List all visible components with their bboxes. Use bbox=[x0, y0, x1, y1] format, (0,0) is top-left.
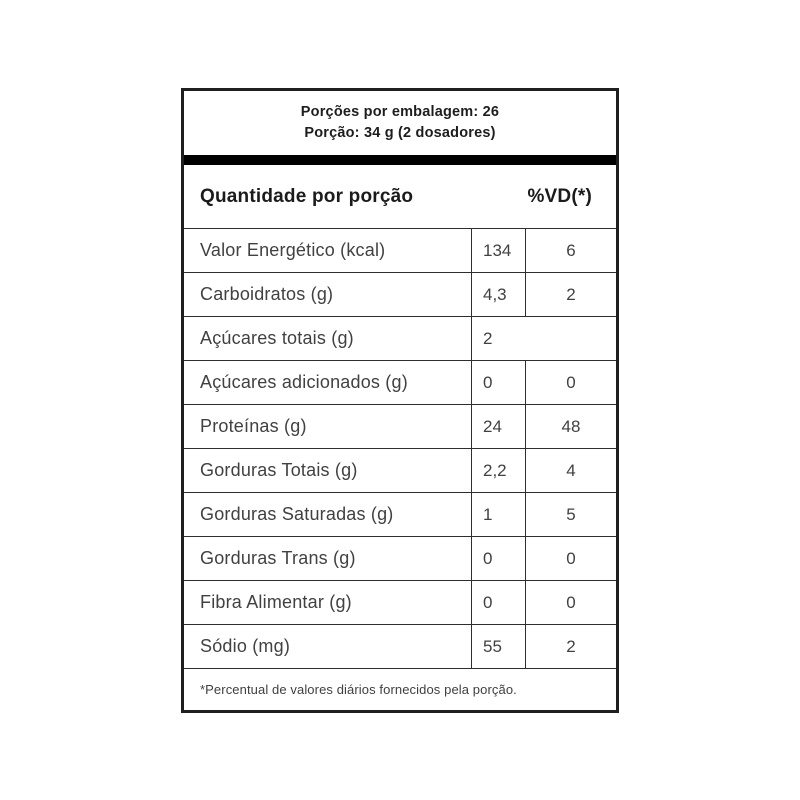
table-row-sodio bbox=[184, 624, 616, 668]
nutrient-dv bbox=[525, 317, 616, 360]
nutrient-value: 4,3 bbox=[471, 273, 525, 316]
table-row-valor-energetico bbox=[184, 228, 616, 272]
nutrient-value: 24 bbox=[471, 405, 525, 448]
portion-size-line: Porção: 34 g (2 dosadores) bbox=[304, 125, 496, 141]
nutrient-value: 0 bbox=[471, 581, 525, 624]
nutrient-value: 2 bbox=[471, 317, 525, 360]
package-info bbox=[184, 91, 616, 155]
nutrient-label: Açúcares adicionados (g) bbox=[200, 372, 408, 392]
table-row-gorduras-saturadas bbox=[184, 492, 616, 536]
nutrient-dv: 2 bbox=[525, 625, 616, 668]
nutrient-dv: 48 bbox=[525, 405, 616, 448]
servings-per-package-line: Porções por embalagem: 26 bbox=[300, 104, 500, 120]
nutrient-value: 55 bbox=[471, 625, 525, 668]
nutrient-value: 2,2 bbox=[471, 449, 525, 492]
table-row-acucares-adicionados bbox=[184, 360, 616, 404]
table-row-gorduras-trans bbox=[184, 536, 616, 580]
daily-value-header: %VD(*) bbox=[527, 185, 592, 207]
nutrient-label: Sódio (mg) bbox=[200, 636, 291, 656]
daily-value-footnote: *Percentual de valores diários fornecidos pela porção. bbox=[184, 668, 616, 710]
nutrient-dv: 0 bbox=[525, 361, 616, 404]
nutrient-label: Açúcares totais (g) bbox=[200, 328, 354, 348]
nutrient-label: Proteínas (g) bbox=[200, 416, 307, 436]
nutrient-dv: 0 bbox=[525, 537, 616, 580]
table-row-acucares-totais bbox=[184, 316, 616, 360]
nutrient-value: 0 bbox=[471, 361, 525, 404]
table-row-carboidratos bbox=[184, 272, 616, 316]
column-header-row bbox=[184, 165, 616, 228]
nutrient-rows bbox=[184, 228, 616, 668]
nutrient-label: Gorduras Trans (g) bbox=[200, 548, 356, 568]
nutrient-dv: 0 bbox=[525, 581, 616, 624]
nutrient-label: Fibra Alimentar (g) bbox=[200, 592, 352, 612]
thick-separator-bar bbox=[184, 155, 616, 165]
nutrient-label: Valor Energético (kcal) bbox=[200, 240, 386, 260]
table-row-fibra-alimentar bbox=[184, 580, 616, 624]
nutrient-dv: 5 bbox=[525, 493, 616, 536]
nutrient-dv: 6 bbox=[525, 229, 616, 272]
quantity-per-portion-header: Quantidade por porção bbox=[200, 185, 414, 207]
nutrition-facts-table bbox=[181, 88, 619, 713]
nutrient-dv: 2 bbox=[525, 273, 616, 316]
table-row-gorduras-totais bbox=[184, 448, 616, 492]
nutrient-label: Gorduras Totais (g) bbox=[200, 460, 358, 480]
nutrient-value: 134 bbox=[471, 229, 525, 272]
nutrient-value: 1 bbox=[471, 493, 525, 536]
nutrient-label: Gorduras Saturadas (g) bbox=[200, 504, 394, 524]
table-row-proteinas bbox=[184, 404, 616, 448]
nutrient-value: 0 bbox=[471, 537, 525, 580]
nutrient-dv: 4 bbox=[525, 449, 616, 492]
nutrient-label: Carboidratos (g) bbox=[200, 284, 334, 304]
